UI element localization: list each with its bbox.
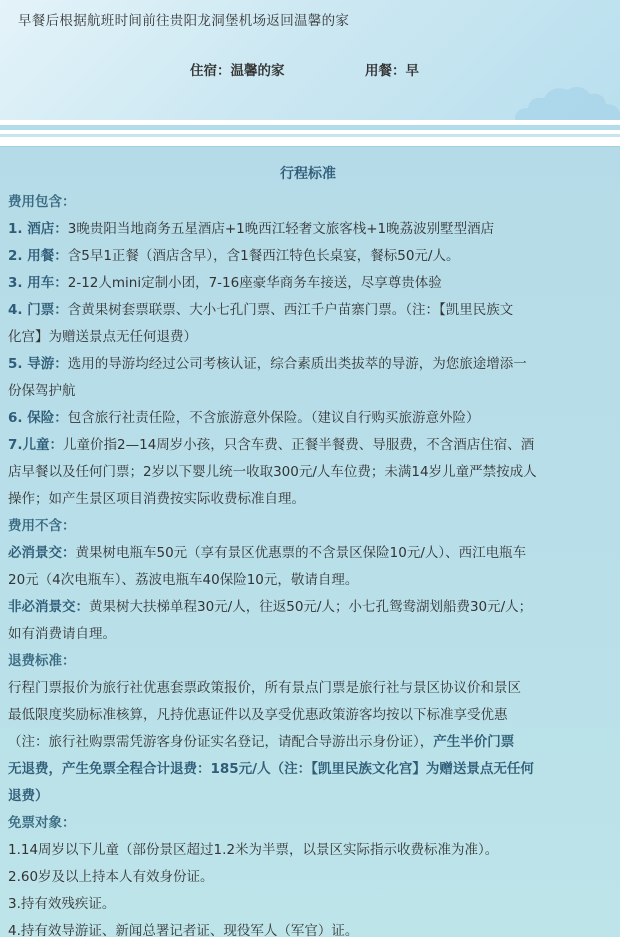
list-item — [8, 540, 608, 567]
item-label: 3. 用车： — [8, 275, 68, 291]
list-item — [8, 270, 608, 297]
item-label: 2. 用餐： — [8, 248, 68, 264]
item-label: 5. 导游： — [8, 356, 68, 372]
item-text: 含5早1正餐（酒店含早），含1餐西江特色长桌宴，餐标50元/人。 — [67, 248, 460, 264]
item-text: 3晚贵阳当地商务五星酒店+1晚西江轻奢文旅客栈+1晚荔波别墅型酒店 — [67, 221, 495, 237]
list-item — [8, 621, 608, 648]
free-item: 1.14周岁以下儿童（部份景区超过1.2米为半票，以景区实际指示收费标准为准）。 — [8, 842, 499, 858]
list-item — [8, 216, 608, 243]
refund-line: 最低限度奖励标准核算，凡持优惠证件以及享受优惠政策游客均按以下标准享受优惠 — [8, 707, 508, 723]
excluded-list — [8, 540, 608, 648]
item-text: 黄果树大扶梯单程30元/人，往返50元/人；小七孔鸳鸯湖划船费30元/人； — [89, 599, 533, 615]
free-heading: 免票对象： — [8, 815, 76, 831]
list-item — [8, 297, 608, 324]
list-item — [8, 378, 608, 405]
item-text: 儿童价指2—14周岁小孩，只含车费、正餐半餐费、导服费，不含酒店住宿、酒 — [63, 437, 535, 453]
list-item — [8, 594, 608, 621]
refund-heading: 退费标准： — [8, 653, 76, 669]
item-label: 1. 酒店： — [8, 221, 68, 237]
list-item — [8, 405, 608, 432]
list-item — [8, 351, 608, 378]
excluded-heading: 费用不含： — [8, 518, 76, 534]
free-item: 2.60岁及以上持本人有效身份证。 — [8, 869, 214, 885]
item-text: 2-12人mini定制小团，7-16座豪华商务车接送，尽享尊贵体验 — [67, 275, 442, 291]
item-label: 4. 门票： — [8, 302, 68, 318]
divider-stripes — [0, 120, 620, 146]
stay-info: 住宿：温馨的家 — [190, 63, 285, 79]
refund-bold-line: 退费） — [8, 788, 49, 804]
item-label: 6. 保险： — [8, 410, 68, 426]
header-banner — [0, 0, 620, 120]
list-item — [8, 243, 608, 270]
item-text: 份保驾护航 — [8, 383, 76, 399]
item-text: 包含旅行社责任险，不含旅游意外保险。（建议自行购买旅游意外险） — [67, 410, 480, 426]
item-label: 非必消景交： — [8, 599, 89, 615]
list-item — [8, 486, 608, 513]
refund-bold-line: 无退费，产生免票全程合计退费：185元/人（注：【凯里民族文化宫】为赠送景点无任何 — [8, 761, 534, 777]
refund-line: 行程门票报价为旅行社优惠套票政策报价，所有景点门票是旅行社与景区协议价和景区 — [8, 680, 521, 696]
included-list — [8, 216, 608, 513]
item-text: 操作；如产生景区项目消费按实际收费标准自理。 — [8, 491, 305, 507]
free-item: 4.持有效导游证、新闻总署记者证、现役军人（军官）证。 — [8, 923, 359, 939]
item-text: 选用的导游均经过公司考核认证，综合素质出类拔萃的导游，为您旅途增添一 — [67, 356, 527, 372]
item-text: 店早餐以及任何门票；2岁以下婴儿统一收取300元/人车位费；未满14岁儿童严禁按成人 — [8, 464, 537, 480]
item-text: 化宫】为赠送景点无任何退费） — [8, 329, 197, 345]
list-item — [8, 432, 608, 459]
refund-line: （注：旅行社购票需凭游客身份证实名登记，请配合导游出示身份证），产生半价门票 — [8, 734, 515, 750]
item-text: 含黄果树套票联票、大小七孔门票、西江千户苗寨门票。（注：【凯里民族文 — [67, 302, 514, 318]
section-title: 行程标准 — [280, 166, 336, 182]
list-item — [8, 459, 608, 486]
item-text: 如有消费请自理。 — [8, 626, 116, 642]
meal-info: 用餐：早 — [365, 63, 419, 79]
standard-section — [0, 146, 620, 937]
cloud-icon — [510, 80, 620, 120]
item-text: 20元（4次电瓶车）、荔波电瓶车40保险10元，敬请自理。 — [8, 572, 359, 588]
item-text: 黄果树电瓶车50元（享有景区优惠票的不含景区保险10元/人）、西江电瓶车 — [75, 545, 527, 561]
item-label: 必消景交： — [8, 545, 76, 561]
list-item — [8, 567, 608, 594]
list-item — [8, 324, 608, 351]
item-label: 7.儿童： — [8, 437, 64, 453]
itinerary-line: 早餐后根据航班时间前往贵阳龙洞堡机场返回温馨的家 — [18, 13, 350, 29]
included-heading: 费用包含： — [8, 194, 76, 210]
free-item: 3.持有效残疾证。 — [8, 896, 116, 912]
